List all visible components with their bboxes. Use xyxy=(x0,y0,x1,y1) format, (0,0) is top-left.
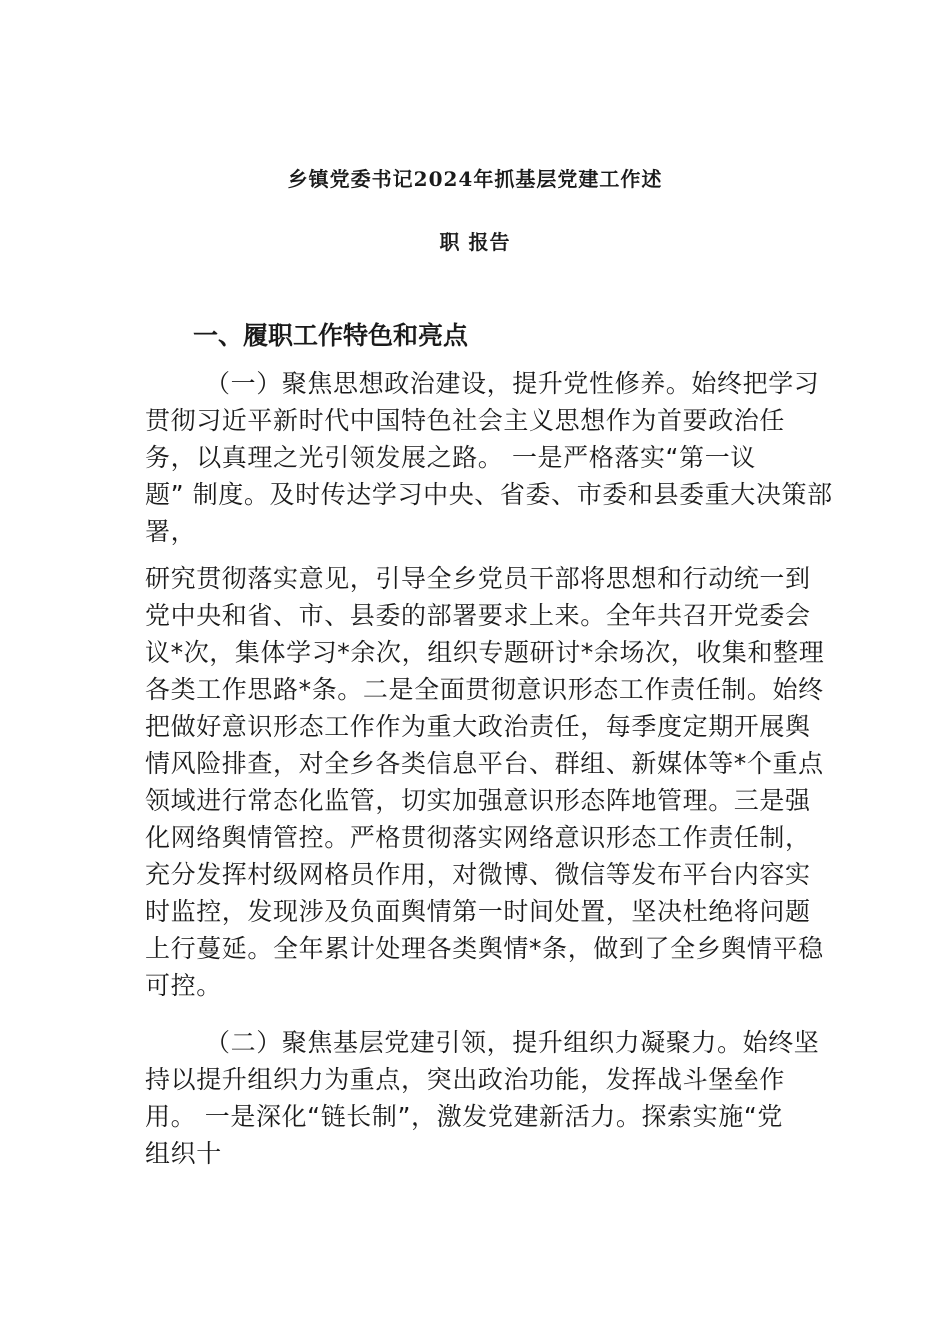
body-line: 议*次，集体学习*余次，组织专题研讨*余场次，收集和整理 xyxy=(145,638,825,667)
body-line: 情风险排查，对全乡各类信息平台、群组、新媒体等*个重点 xyxy=(145,749,824,778)
section-heading: 一、履职工作特色和亮点 xyxy=(193,321,469,350)
body-line: 组织十 xyxy=(145,1139,222,1168)
body-line: 务，以真理之光引领发展之路。 一是严格落实“第一议 xyxy=(145,443,756,472)
body-line: 时监控，发现涉及负面舆情第一时间处置，坚决杜绝将问题 xyxy=(145,897,811,926)
body-line: 上行蔓延。全年累计处理各类舆情*条，做到了全乡舆情平稳 xyxy=(145,934,824,963)
body-line: 贯彻习近平新时代中国特色社会主义思想作为首要政治任 xyxy=(145,406,786,435)
body-line: 持以提升组织力为重点，突出政治功能，发挥战斗堡垒作 xyxy=(145,1065,786,1094)
body-line: 署， xyxy=(145,517,197,546)
body-line: 把做好意识形态工作作为重大政治责任，每季度定期开展舆 xyxy=(145,712,811,741)
body-line: （一）聚焦思想政治建设，提升党性修养。始终把学习 xyxy=(205,369,820,398)
body-line: 化网络舆情管控。严格贯彻落实网络意识形态工作责任制， xyxy=(145,823,811,852)
body-line: （二）聚焦基层党建引领，提升组织力凝聚力。始终坚 xyxy=(205,1028,820,1057)
body-line: 党中央和省、市、县委的部署要求上来。全年共召开党委会 xyxy=(145,601,811,630)
body-line: 可控。 xyxy=(145,971,222,1000)
body-line: 题” 制度。及时传达学习中央、省委、市委和县委重大决策部 xyxy=(145,480,833,509)
body-line: 领域进行常态化监管，切实加强意识形态阵地管理。三是强 xyxy=(145,786,811,815)
body-line: 研究贯彻落实意见，引导全乡党员干部将思想和行动统一到 xyxy=(145,564,811,593)
body-line: 用。 一是深化“链长制”，激发党建新活力。探索实施“党 xyxy=(145,1102,784,1131)
document-title-line-2: 职 报告 xyxy=(439,230,511,254)
body-line: 各类工作思路*条。二是全面贯彻意识形态工作责任制。始终 xyxy=(145,675,824,704)
body-line: 充分发挥村级网格员作用，对微博、微信等发布平台内容实 xyxy=(145,860,811,889)
document-title-line-1: 乡镇党委书记2024年抓基层党建工作述 xyxy=(287,167,663,191)
